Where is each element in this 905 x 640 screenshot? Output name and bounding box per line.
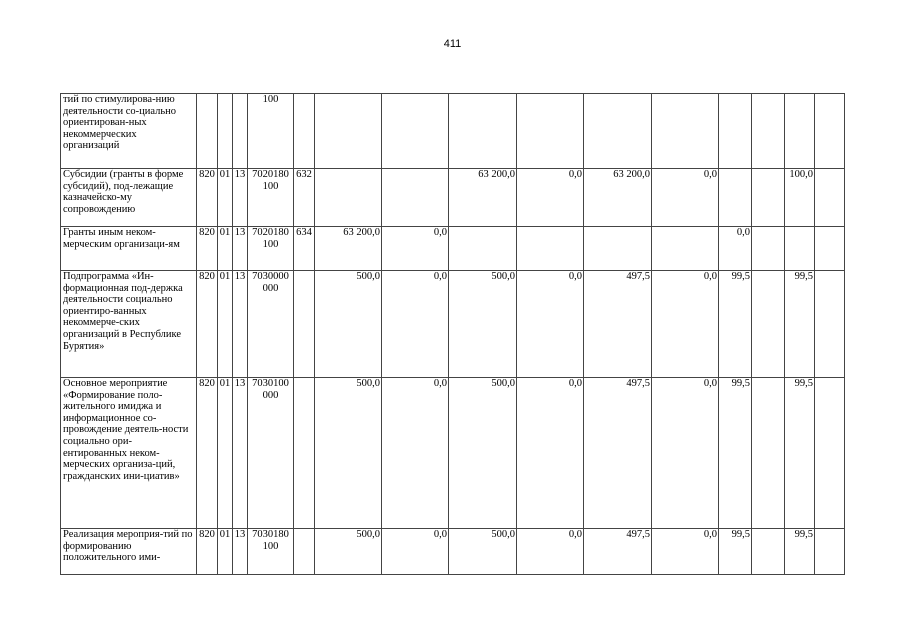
value-8 [752,529,785,575]
value-3: 63 200,0 [449,169,517,227]
value-4: 0,0 [517,529,584,575]
section-code: 01 [218,227,233,271]
row-name: тий по стимулирова-нию деятельности со-циально ориентирован-ных некоммерческих организаций [61,94,197,169]
value-10 [815,227,845,271]
value-4: 0,0 [517,169,584,227]
target-article-code: 7020180 100 [248,169,294,227]
value-4: 0,0 [517,378,584,529]
admin-code [197,94,218,169]
table-row [61,169,845,227]
target-article-code: 7020180 100 [248,227,294,271]
expense-type-code: 632 [294,169,315,227]
value-8 [752,94,785,169]
value-3: 500,0 [449,529,517,575]
value-1: 500,0 [315,378,382,529]
value-7: 0,0 [719,227,752,271]
value-3 [449,227,517,271]
value-6: 0,0 [652,529,719,575]
value-5 [584,227,652,271]
value-5: 497,5 [584,271,652,378]
value-5: 497,5 [584,378,652,529]
row-name: Реализация мероприя-тий по формированию положительного ими- [61,529,197,575]
value-8 [752,227,785,271]
value-6: 0,0 [652,271,719,378]
table-row [61,227,845,271]
value-1 [315,94,382,169]
table-row [61,378,845,529]
target-article-code: 7030180 100 [248,529,294,575]
value-10 [815,271,845,378]
value-3 [449,94,517,169]
target-article-code: 7030000 000 [248,271,294,378]
value-1: 63 200,0 [315,227,382,271]
row-name: Подпрограмма «Ин-формационная под-держка деятельности социально ориентиро-ванных некоммерче-ских организаций в Республике Бурятия» [61,271,197,378]
value-9: 99,5 [785,529,815,575]
table-row [61,529,845,575]
value-7: 99,5 [719,271,752,378]
value-6 [652,227,719,271]
admin-code: 820 [197,227,218,271]
value-4 [517,94,584,169]
page-number: 411 [443,38,462,50]
value-9: 99,5 [785,271,815,378]
value-10 [815,169,845,227]
section-code: 01 [218,271,233,378]
value-2: 0,0 [382,378,449,529]
section-code: 01 [218,378,233,529]
expense-type-code [294,94,315,169]
subsection-code: 13 [233,169,248,227]
value-3: 500,0 [449,378,517,529]
subsection-code: 13 [233,378,248,529]
row-name: Гранты иным неком-мерческим организаци-ям [61,227,197,271]
target-article-code: 100 [248,94,294,169]
value-5: 497,5 [584,529,652,575]
value-6 [652,94,719,169]
table-row [61,94,845,169]
value-6: 0,0 [652,378,719,529]
value-8 [752,271,785,378]
value-5: 63 200,0 [584,169,652,227]
value-9: 99,5 [785,378,815,529]
value-3: 500,0 [449,271,517,378]
row-name: Основное мероприятие «Формирование поло-жительного имиджа и информационное со-провождение деятель-ности социально ори-ентированных неком-мерческих организа-ций, гражданских ини-циатив» [61,378,197,529]
value-10 [815,94,845,169]
value-5 [584,94,652,169]
value-9 [785,94,815,169]
value-1: 500,0 [315,271,382,378]
value-1: 500,0 [315,529,382,575]
value-6: 0,0 [652,169,719,227]
budget-table [60,93,845,575]
subsection-code: 13 [233,227,248,271]
subsection-code: 13 [233,271,248,378]
value-1 [315,169,382,227]
value-2: 0,0 [382,529,449,575]
value-9 [785,227,815,271]
value-8 [752,378,785,529]
value-7: 99,5 [719,378,752,529]
value-2 [382,169,449,227]
table-row [61,271,845,378]
value-2: 0,0 [382,271,449,378]
value-4: 0,0 [517,271,584,378]
expense-type-code [294,529,315,575]
value-7 [719,94,752,169]
value-4 [517,227,584,271]
value-2: 0,0 [382,227,449,271]
subsection-code: 13 [233,529,248,575]
expense-type-code [294,378,315,529]
section-code: 01 [218,169,233,227]
subsection-code [233,94,248,169]
section-code: 01 [218,529,233,575]
expense-type-code [294,271,315,378]
value-7 [719,169,752,227]
admin-code: 820 [197,169,218,227]
admin-code: 820 [197,271,218,378]
value-7: 99,5 [719,529,752,575]
expense-type-code: 634 [294,227,315,271]
value-8 [752,169,785,227]
value-10 [815,529,845,575]
row-name: Субсидии (гранты в форме субсидий), под-лежащие казначейско-му сопровождению [61,169,197,227]
section-code [218,94,233,169]
value-9: 100,0 [785,169,815,227]
value-10 [815,378,845,529]
admin-code: 820 [197,529,218,575]
target-article-code: 7030100 000 [248,378,294,529]
value-2 [382,94,449,169]
admin-code: 820 [197,378,218,529]
